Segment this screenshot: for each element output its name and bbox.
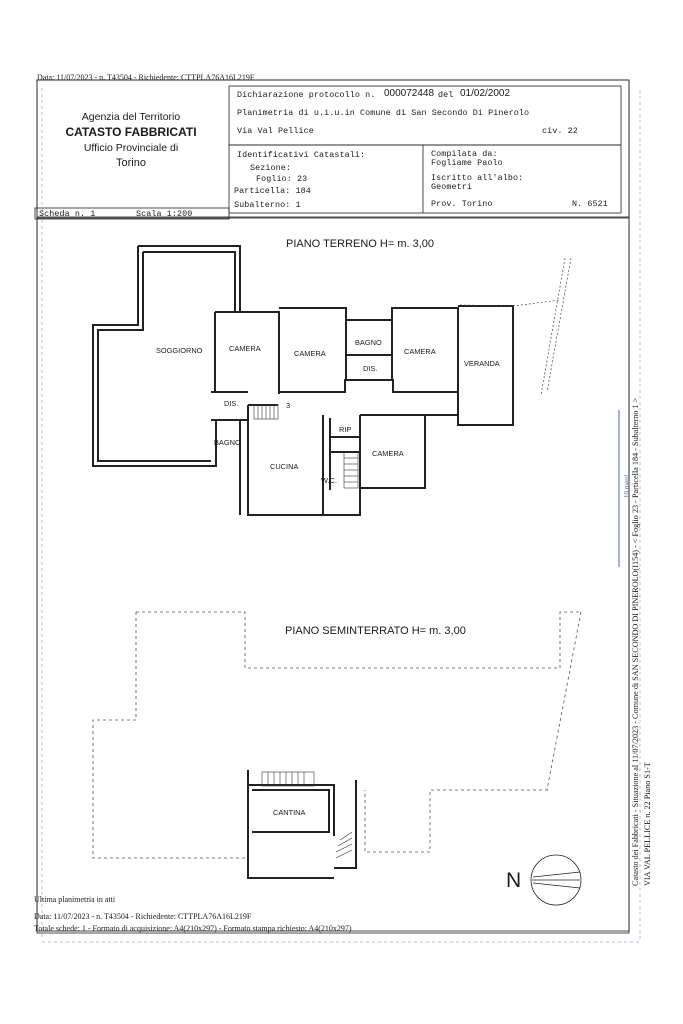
stair-step-label: 3 (286, 401, 291, 410)
ufficio-label: Ufficio Provinciale di (83, 142, 179, 154)
piano-terreno-title: PIANO TERRENO H= m. 3,00 (286, 238, 435, 250)
room-camera-3: CAMERA (404, 347, 436, 356)
scale-marker-label: 10 metri (623, 474, 631, 498)
agency-name: Agenzia del Territorio (81, 111, 181, 123)
room-rip: RIP (339, 425, 352, 434)
north-arrow-icon (531, 855, 581, 905)
room-dis-1: DIS. (363, 364, 378, 373)
iscritto-label: Iscritto all'albo: (431, 173, 524, 183)
declaration-prefix: Dichiarazione protocollo n. (237, 90, 376, 100)
side-info-line1: Catasto dei Fabbricati - Situazione al 11/07/2023 - Comune di SAN SECONDO DI PINEROLO(I154) - < Foglio 23 - Particella 184 - Subalterno 1 > (631, 397, 640, 886)
compiler-name: Fogliame Paolo (431, 158, 503, 168)
identifier-particella: Particella: 184 (234, 186, 311, 196)
identifiers-title: Identificativi Catastali: (237, 150, 366, 160)
room-camera-1: CAMERA (229, 344, 261, 353)
north-label: N (506, 869, 522, 892)
albo-value: Geometri (431, 182, 473, 192)
room-cantina: CANTINA (273, 808, 306, 817)
scala-label: Scala 1:200 (136, 209, 193, 219)
room-wc: W.C. (321, 476, 338, 485)
provincia-label: Prov. Torino (431, 199, 493, 209)
ufficio-city: Torino (116, 157, 146, 169)
catasto-title: CATASTO FABBRICATI (65, 125, 197, 139)
footer-ultima: Ultima planimetria in atti (34, 895, 116, 904)
room-soggiorno: SOGGIORNO (156, 346, 203, 355)
footer-totale: Totale schede: 1 - Formato di acquisizione: A4(210x297) - Formato stampa richiesto: A4(210x297) (34, 924, 352, 933)
footer-data: Data: 11/07/2023 - n. T43504 - Richiedente: CTTPLA76A16L219F (34, 912, 252, 921)
planimetria-line: Planimetria di u.i.u.in Comune di San Secondo Di Pinerolo (237, 108, 530, 118)
identifier-sezione: Sezione: (250, 163, 292, 173)
identifier-subalterno: Subalterno: 1 (234, 200, 301, 210)
side-info-line2: VIA VAL PELLICE n. 22 Piano S1-T (643, 762, 652, 886)
room-camera-4: CAMERA (372, 449, 404, 458)
scheda-label: Scheda n. 1 (39, 209, 96, 219)
declaration-date: 01/02/2002 (460, 88, 511, 99)
declaration-number: 000072448 (384, 88, 435, 99)
compiler-label: Compilata da: (431, 149, 498, 159)
albo-number: N. 6521 (572, 199, 608, 209)
room-veranda: VERANDA (464, 359, 500, 368)
header-request-info: Data: 11/07/2023 - n. T43504 - Richiedente: CTTPLA76A16L219F (37, 73, 255, 82)
street-address: Via Val Pellice (237, 126, 314, 136)
piano-seminterrato-title: PIANO SEMINTERRATO H= m. 3,00 (285, 625, 466, 637)
room-camera-2: CAMERA (294, 349, 326, 358)
room-bagno-1: BAGNO (355, 338, 382, 347)
civic-number: civ. 22 (542, 126, 578, 136)
declaration-del: del (438, 90, 454, 100)
room-cucina: CUCINA (270, 462, 299, 471)
room-bagno-2: BAGNO (214, 438, 241, 447)
identifier-foglio: Foglio: 23 (256, 174, 308, 184)
room-dis-2: DIS. (224, 399, 239, 408)
